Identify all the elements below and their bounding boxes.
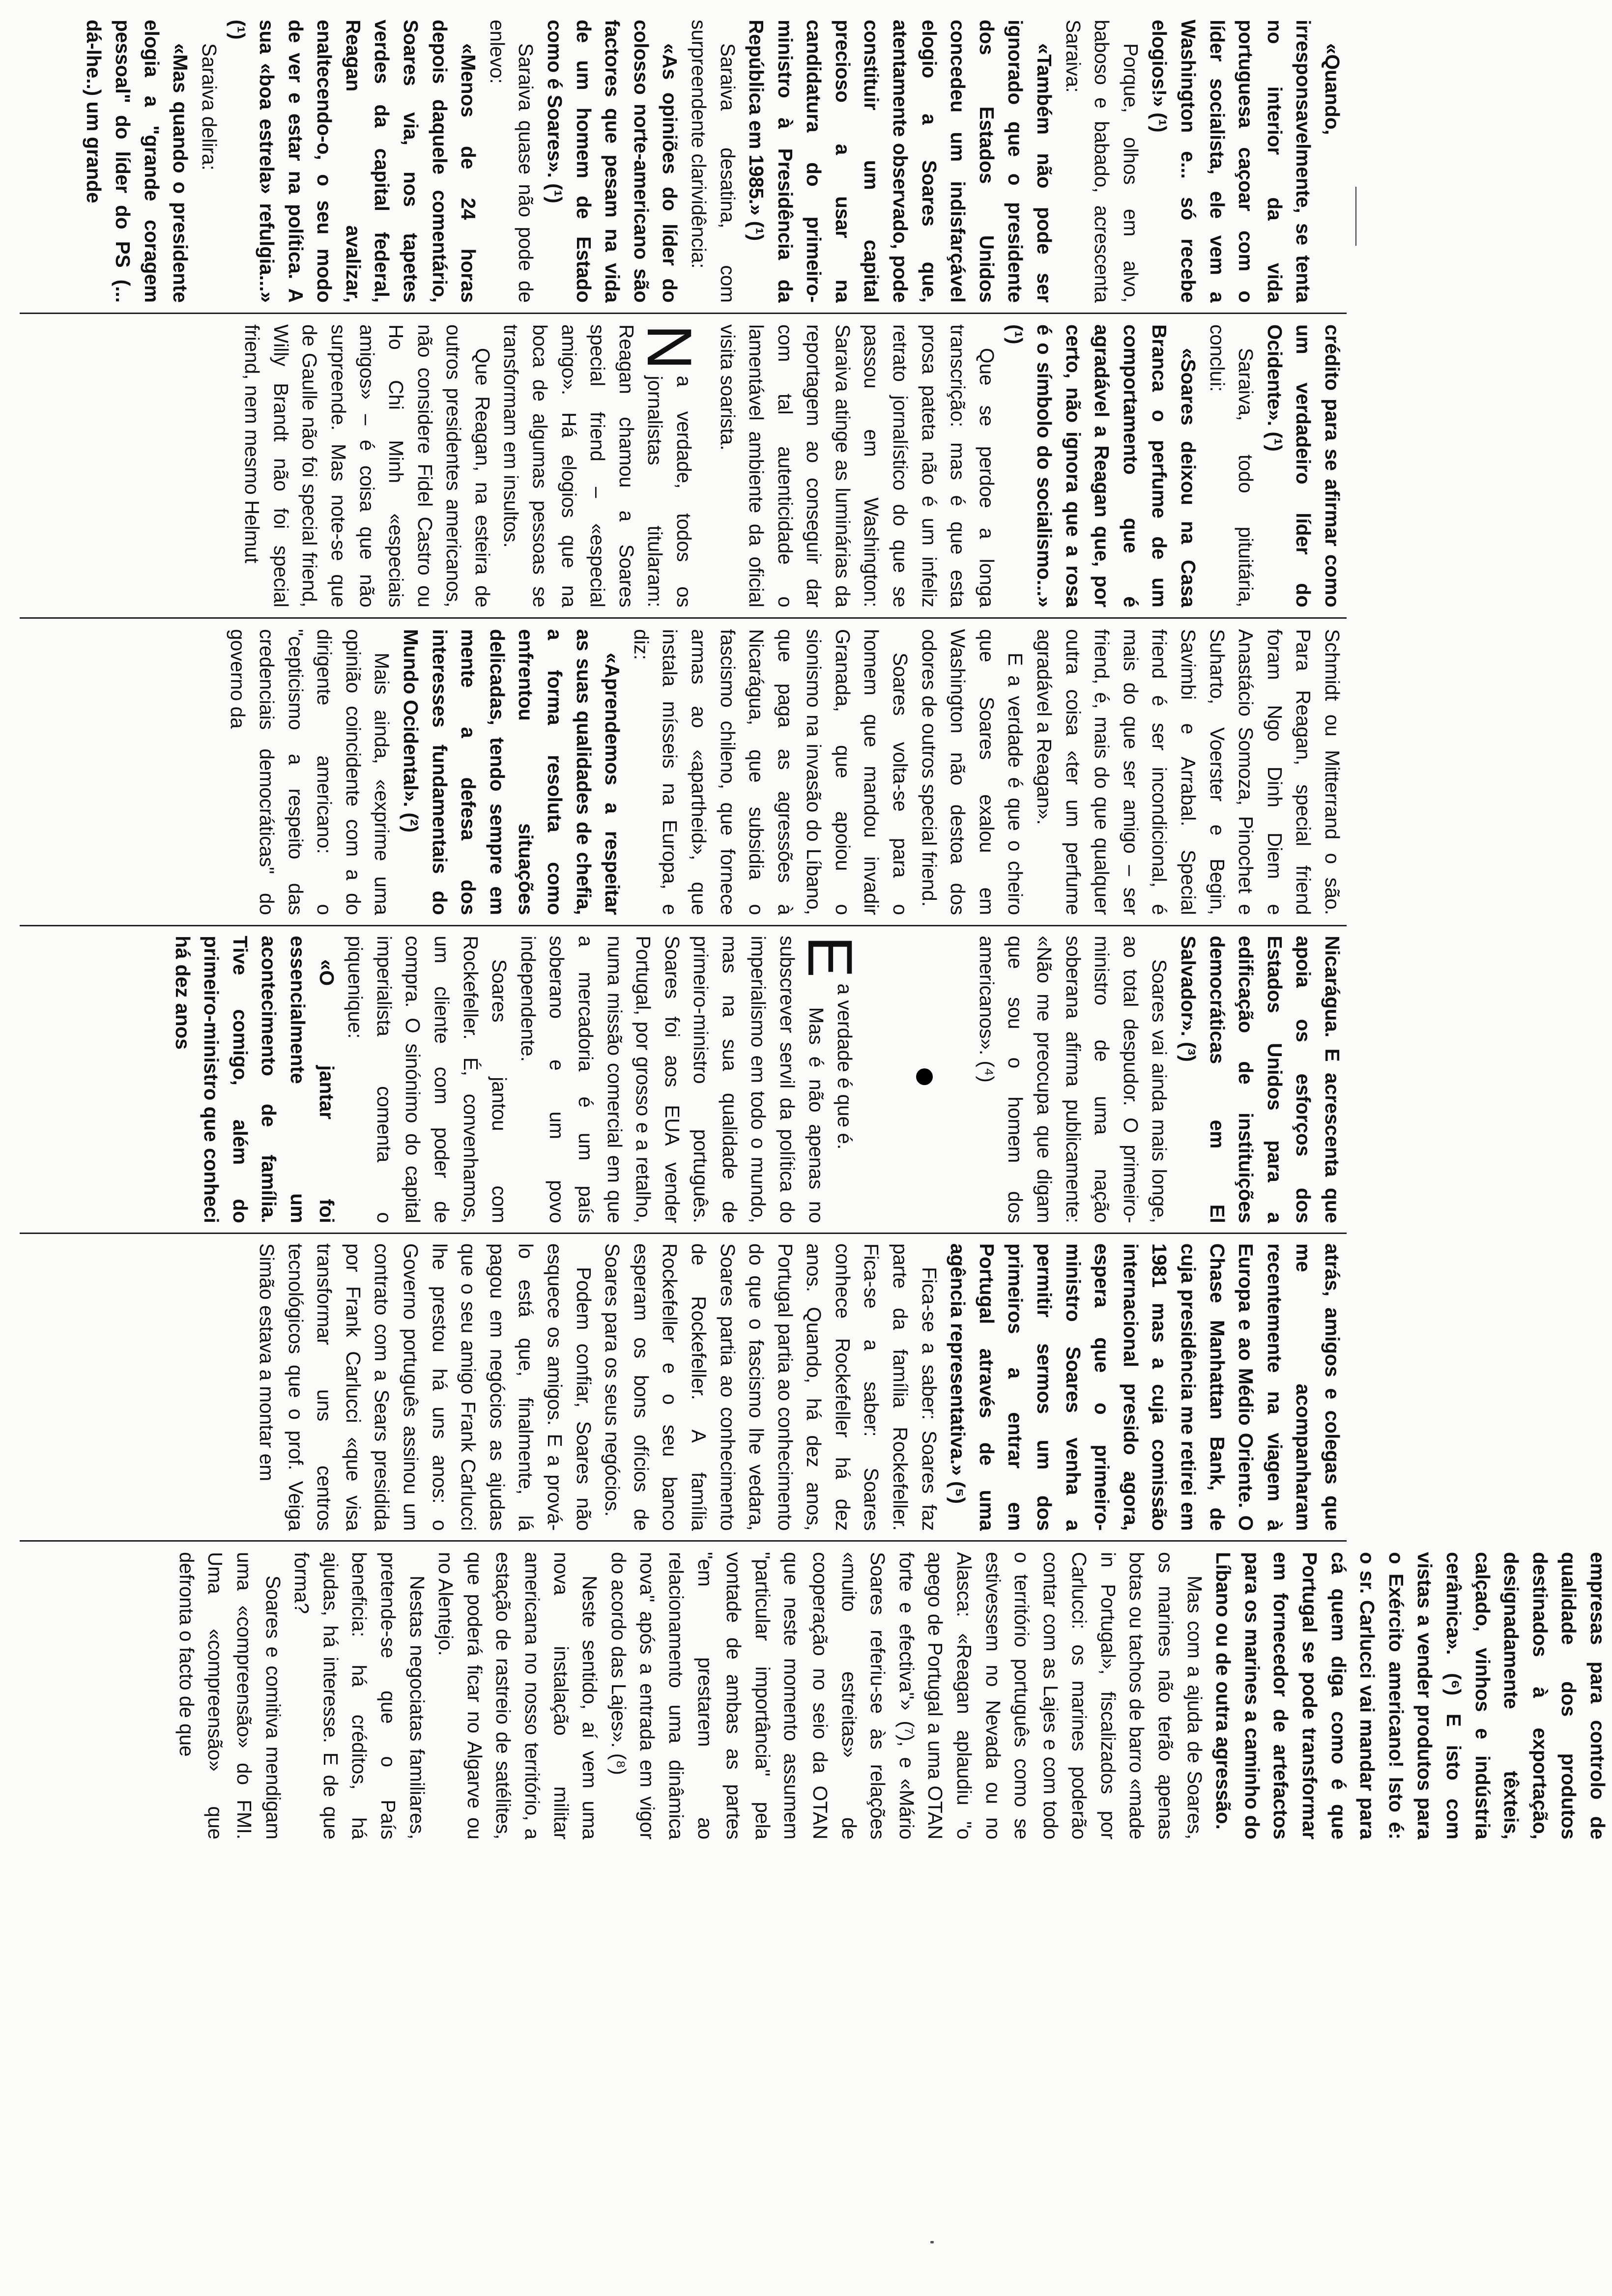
- paragraph-text: Mas com a ajuda de Soares, os marines não terão apenas botas ou tachos de barro «made in Portugal», fiscalizados por Carlucci: os marines poderão contar com as Lajes e com todo o território português como se estivessem no Nevada ou no Alasca: «Reagan aplaudiu "o apego de Portugal a uma OTAN forte e efectiva"» (⁷), e «Mário Soares referiu-se às relações «muito estreitas» de cooperação no seio da OTAN que neste momento assumem "particular importância" pela vontade de ambas as partes "em prestarem ao relacionamento uma dinâmica nova" após a entrada em vigor do acordo das Lajes». (⁸): [607, 1552, 1206, 1839]
- body-paragraph: [224, 629, 397, 915]
- paragraph-text: Que se perdoe a longa transcrição: mas é que esta prosa pateta não é um infeliz retrato jornalístico do que se passou em Washington: Saraiva atinge as luminárias da reportagem ao conseguir dar com tal autenticidade o lamentável ambiente da oficial visita soarista.: [716, 324, 998, 607]
- body-paragraph: [172, 1552, 287, 1839]
- paragraph-text: E a verdade é que o cheiro que Soares exalou em Washington não destoa dos odores de outros special friend.: [918, 629, 1027, 915]
- body-paragraph: [604, 1552, 1209, 1839]
- paragraph-text: Mas é não apenas no subscrever servil da política do imperialismo em todo o mundo, mas na sua qualidade de primeiro-ministro português. Soares foi aos EUA vender Portugal, por grosso e a retalho, numa missão comercial em que a mercadoria é um país soberano e um povo independente.: [517, 936, 828, 1223]
- article-column-4: [20, 936, 1347, 1223]
- bold-quote-paragraph: [396, 629, 627, 915]
- body-paragraph: [237, 324, 496, 607]
- body-paragraph: [483, 20, 540, 303]
- body-paragraph: [195, 20, 224, 303]
- article-column-6: [10, 1552, 1612, 1839]
- body-paragraph: [684, 20, 742, 303]
- paragraph-text: «O jantar foi essencialmente um acontecimento de família. Tive comigo, além do primeiro-ministro que conheci há dez anos: [171, 936, 338, 1223]
- bold-quote-paragraph: [80, 20, 195, 303]
- paragraph-text: a verdade, todos os jornalistas titularam: Reagan chamou a Soares special friend – «especial amigo». Há elogios que na boca de algumas pessoas se transformam em insultos.: [500, 324, 695, 607]
- bold-quote-paragraph: [540, 20, 684, 303]
- scan-speck: [930, 2241, 934, 2243]
- paragraph-text: atrás, amigos e colegas que me acompanharam recentemente na viagem à Europa e ao Médio Oriente. O Chase Manhattan Bank, de cuja presidência me retirei em 1981 mas a cuja comissão internacional presido agora, espera que o primeiro-ministro Soares venha a permitir sermos um dos primeiros a entrar em Portugal através de uma agência representativa.» (⁵): [947, 1243, 1344, 1531]
- body-paragraph: [972, 936, 1174, 1223]
- paragraph-text: Soares vai ainda mais longe, ao total despudor. O primeiro-ministro de uma nação soberana afirma publicamente: «Não me preocupa que digam que sou o homem dos americanos». (⁴): [975, 936, 1171, 1223]
- paragraph-text: Neste sentido, aí vem uma nova instalação militar americana no nosso território, a estação de rastreio de satélites, que poderá ficar no Algarve ou no Alentejo.: [434, 1552, 602, 1839]
- body-paragraph: [432, 1552, 604, 1839]
- paragraph-text: crédito para se afirmar como um verdadeiro líder do Ocidente». (¹): [1263, 324, 1344, 607]
- body-paragraph: [915, 629, 1030, 915]
- paragraph-text: Fica-se a saber: Soares faz parte da família Rockefeller. Fica-se a saber: Soares conhece Rockefeller há dez anos. Quando, há dez anos, Portugal partia ao conhecimento do que o fascismo lhe vedara, Soares partia ao conhecimento de Rockefeller. A família Rockefeller e o seu banco esperam os bons ofícios de Soares para os seus negócios.: [601, 1243, 941, 1531]
- paragraph-text: Mais ainda, «exprime uma opinião coincidente com a do dirigente americano: o "cepticismo a respeito das credenciais democráticas" do governo da: [227, 629, 394, 915]
- bold-quote-paragraph: [1209, 1552, 1612, 1839]
- body-paragraph: [713, 324, 1001, 607]
- paragraph-text: Podem confiar, Soares não esquece os amigos. E a prová-lo está que, finalmente, lá pagou em negócios as ajudas que o seu amigo Frank Carlucci lhe prestou há uns anos: o Governo português assinou um contrato com a Sears presidida por Frank Carlucci «que visa transformar uns centros tecnológicos que o prof. Veiga Simão estava a montar em: [256, 1243, 595, 1531]
- paragraph-text: Saraiva quase não pode de enlevo:: [486, 20, 538, 303]
- body-paragraph: [1059, 20, 1145, 303]
- bold-quote-paragraph: [1145, 20, 1347, 303]
- section-break-bullet: [874, 936, 972, 1223]
- column-rule: [20, 1540, 1347, 1542]
- body-paragraph: [288, 1552, 432, 1839]
- paragraph-text: empresas para controlo de qualidade dos produtos destinados à exportação, designadamente têxteis, calçado, vinhos e indústria cerâmica». (⁶) E isto com vistas a vender produtos para o Exército americano! Isto é: o sr. Carlucci vai mandar para cá quem diga como é que Portugal se pode transformar em fornecedor de artefactos para os marines a caminho do Líbano ou de outra agressão.: [1212, 1552, 1609, 1839]
- paragraph-text: «Aprendemos a respeitar as suas qualidades de chefia, a forma resoluta como enfrentou situações delicadas, tendo sempre em mente a defesa dos interesses fundamentais do Mundo Ocidental». (²): [400, 629, 624, 915]
- paragraph-text: «As opiniões do líder do colosso norte-americano são factores que pesam na vida de um homem de Estado como é Soares». (¹): [543, 20, 682, 303]
- paragraph-text: Nicarágua. E acrescenta que apoia os esforços dos Estados Unidos para a edificação de instituições democráticas em El Salvador». (³): [1177, 936, 1344, 1223]
- drop-cap-letter: E: [795, 936, 865, 978]
- body-paragraph: [1030, 629, 1347, 915]
- paragraph-text: Nestas negociatas familiares, pretende-se que o País beneficia: há créditos, há ajudas, há interesse. E de que forma?: [290, 1552, 429, 1839]
- top-rule-fragment: [1355, 187, 1356, 246]
- paragraph-text: Que Reagan, na esteira de outros presidentes americanos, não considere Fidel Castro ou Ho Chi Minh «especiais amigos» – é coisa que não surpreende. Mas note-se que de Gaulle não foi special friend, Willy Brandt não foi special friend, nem mesmo Helmut: [241, 324, 494, 607]
- bullet-dot: [916, 1068, 933, 1085]
- paragraph-text: Soares jantou com Rockefeller. É, convenhamos, um cliente com poder de compra. O sinónimo do capital imperialista comenta o piquenique:: [344, 936, 511, 1223]
- paragraph-text: «Soares deixou na Casa Branca o perfume de um comportamento que é agradável a Reagan que, por certo, não ignora que a rosa é o símbolo do socialismo...» (¹): [1004, 324, 1200, 607]
- paragraph-text: Soares e comitiva mendigam uma «compreensão» do FMI. Uma «compreensão» que defronta o facto de que: [175, 1552, 285, 1839]
- paragraph-text: Soares volta-se para o homem que mandou invadir Granada, que apoiou o sionismo na invasão do Líbano, que paga as agressões à Nicarágua, que subsidia o fascismo chileno, que fornece armas ao «apartheid», que instala mísseis na Europa, e diz:: [630, 629, 912, 915]
- body-paragraph: [1203, 324, 1260, 607]
- column-rule: [20, 1233, 1347, 1234]
- body-paragraph: [252, 1243, 598, 1531]
- paragraph-text: «Quando, irresponsavelmente, se tenta no interior da vida portuguesa caçoar com o líder socialista, ele vem a Washington e... só recebe elogios!» (¹): [1148, 20, 1344, 303]
- bold-quote-paragraph: [224, 20, 483, 303]
- column-rule: [20, 313, 1347, 314]
- paragraph-text: «Mas quando o presidente elogia a "grande coragem pessoal" do líder do PS (... dá-lhe..) um grande: [83, 20, 192, 303]
- bold-quote-paragraph: [1001, 324, 1203, 607]
- paragraph-text: Saraiva, todo pituitária, conclui:: [1206, 324, 1258, 607]
- article-column-5: [20, 1243, 1347, 1531]
- paragraph-text: «Também não pode ser ignorado que o presidente dos Estados Unidos concedeu um indisfarçável elogio a Soares que, atentamente observado, pode constituir um capital precioso a usar na candidatura do primeiro-ministro à Presidência da República em 1985.» (¹): [745, 20, 1056, 303]
- body-paragraph: [341, 936, 514, 1223]
- article-column-2: [20, 324, 1347, 607]
- article-column-3: [20, 629, 1347, 915]
- paragraph-text: Saraiva desatina, com surpreendente clarividência:: [687, 20, 739, 303]
- paragraph-text: Porque, olhos em alvo, baboso e babado, acrescenta Saraiva:: [1062, 20, 1142, 303]
- paragraph-text: Schmidt ou Mitterrand o são. Para Reagan, special friend foram Ngo Dinh Diem e Anastácio Somoza, Pinochet e Suharto, Voerster e Begin, Savimbi e Arrabal. Special friend é ser incondicional, é mais do que ser amigo – ser friend, é, mais do que qualquer outra coisa «ter um perfume agradável a Reagan».: [1033, 629, 1344, 915]
- bold-quote-paragraph: [742, 20, 1059, 303]
- drop-cap-letter: N: [633, 324, 704, 370]
- body-paragraph: [598, 1243, 944, 1531]
- article-column-1: [20, 20, 1347, 303]
- bold-quote-paragraph: [1174, 936, 1347, 1223]
- paragraph-text: Saraiva delira:: [198, 43, 221, 171]
- bold-quote-paragraph: [1260, 324, 1347, 607]
- body-paragraph: [497, 324, 704, 607]
- paragraph-text: a verdade é que é.: [834, 983, 857, 1150]
- body-paragraph: [514, 936, 831, 1223]
- bold-quote-paragraph: [944, 1243, 1347, 1531]
- bold-quote-paragraph: [168, 936, 341, 1223]
- column-rule: [20, 617, 1347, 619]
- paragraph-text: «Menos de 24 horas depois daquele comentário, Soares via, nos tapetes verdes da capital federal, Reagan avalizar, enaltecendo-o, o seu modo de ver e estar na política. A sua «boa estrela» refulgia...» (¹): [227, 20, 480, 303]
- body-paragraph: [627, 629, 915, 915]
- body-paragraph: [795, 936, 865, 1223]
- column-rule: [20, 925, 1347, 926]
